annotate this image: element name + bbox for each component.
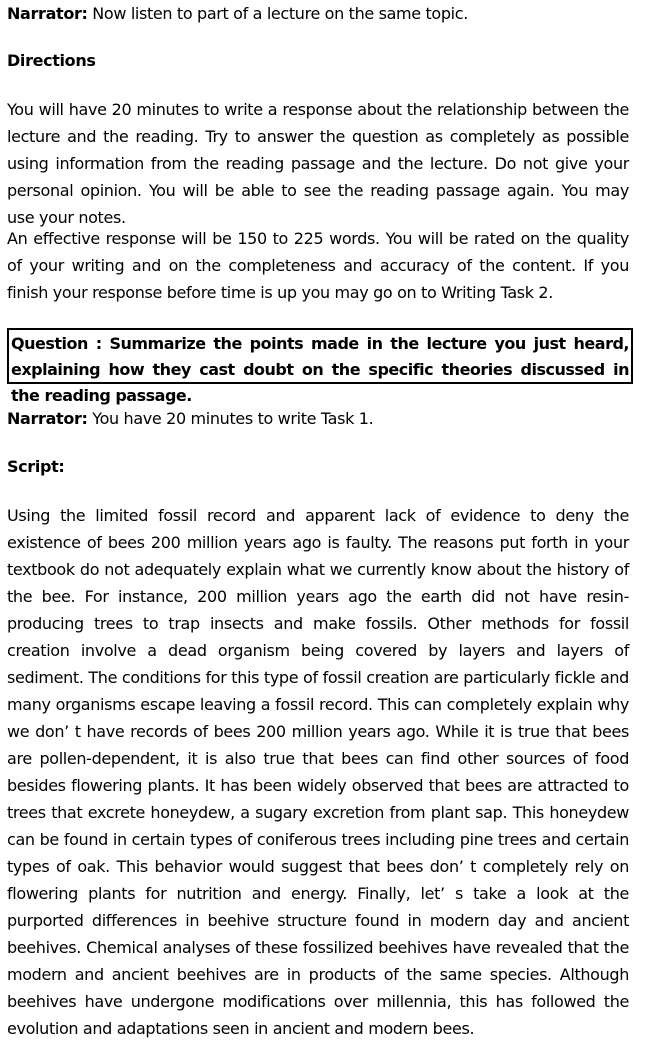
- narrator-intro-line: [7, 0, 629, 27]
- script-body: Using the limited fossil record and apparent lack of evidence to deny the existence of bees 200 million years ago is faulty. The reasons put forth in your textbook do not adequately explain what we currently know about the history of the bee. For instance, 200 million years ago the earth did not have resin-producing trees to trap insects and make fossils. Other methods for fossil creation involve a dead organism being covered by layers and layers of sediment. The conditions for this type of fossil creation are particularly fickle and many organisms escape leaving a fossil record. This can completely explain why we don’ t have records of bees 200 million years ago. While it is true that bees are pollen-dependent, it is also true that bees can find other sources of food besides flowering plants. It has been widely observed that bees are attracted to trees that excrete honeydew, a sugary excretion from plant sap. This honeydew can be found in certain types of coniferous trees including pine trees and certain types of oak. This behavior would suggest that bees don’ t completely rely on flowering plants for nutrition and energy. Finally, let’ s take a look at the purported differences in beehive structure found in modern day and ancient beehives. Chemical analyses of these fossilized beehives have revealed that the modern and ancient beehives are in products of the same species. Although beehives have undergone modifications over millennia, this has followed the evolution and adaptations seen in ancient and modern bees.: [7, 506, 629, 1038]
- task-note-text: You have 20 minutes to write Task 1.: [87, 409, 374, 428]
- task-note-narrator-label: Narrator:: [7, 409, 88, 428]
- narrator-label: Narrator:: [7, 4, 88, 23]
- narrator-intro-text: Now listen to part of a lecture on the same topic.: [87, 4, 468, 23]
- directions-paragraph-2: An effective response will be 150 to 225 words. You will be rated on the quality of your writing and on the completeness and accuracy of the content. If you finish your response before time is up you may go on to Writing Task 2.: [7, 229, 629, 302]
- question-box: [7, 328, 633, 405]
- task-note-line: [7, 405, 629, 432]
- directions-heading: Directions: [7, 51, 96, 70]
- question-text: Question : Summarize the points made in the lecture you just heard, explaining how they cast doubt on the specific theories discussed in the reading passage.: [11, 334, 629, 405]
- script-heading: Script:: [7, 457, 65, 476]
- directions-paragraph-1: You will have 20 minutes to write a response about the relationship between the lecture and the reading. Try to answer the question as completely as possible using information from the reading passage and the lecture. Do not give your personal opinion. You will be able to see the reading passage again. You may use your notes.: [7, 100, 629, 227]
